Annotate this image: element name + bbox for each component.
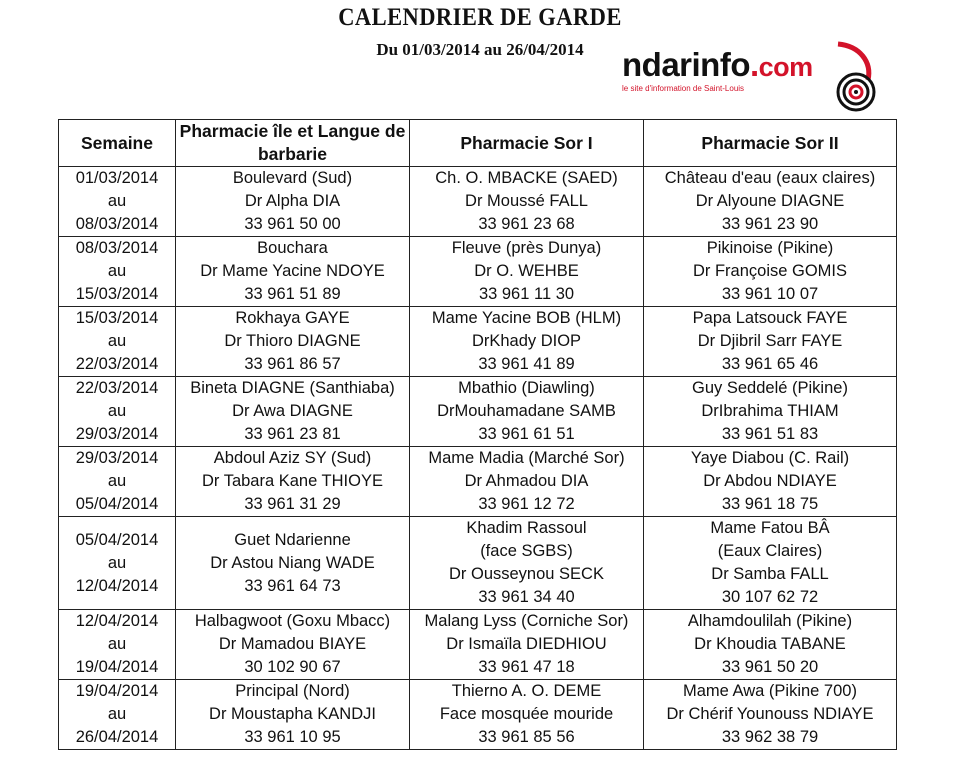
sor1-cell xyxy=(410,307,644,377)
cell-line: 15/03/2014 xyxy=(75,309,159,327)
cell-line: Bineta DIAGNE (Santhiaba) xyxy=(190,379,395,397)
sor1-cell xyxy=(410,377,644,447)
cell-line: 01/03/2014 xyxy=(75,169,159,187)
cell-line: 33 961 10 95 xyxy=(244,728,341,746)
cell-line: au xyxy=(107,635,127,653)
header-pharmacie-ile: Pharmacie île et Langue de barbarie xyxy=(176,120,410,167)
cell-line: Mame Awa (Pikine 700) xyxy=(683,682,857,700)
cell-line: 33 961 51 83 xyxy=(721,425,819,443)
cell-line: Dr Mame Yacine NDOYE xyxy=(200,262,385,280)
cell-line: 30 102 90 67 xyxy=(244,658,341,676)
cell-line: 33 961 50 20 xyxy=(721,658,819,676)
cell-line: Dr Djibril Sarr FAYE xyxy=(697,332,843,350)
cell-line: Principal (Nord) xyxy=(235,682,350,700)
sor1-cell xyxy=(410,517,644,610)
logo-name: ndarinfo xyxy=(622,46,750,83)
cell-line: Papa Latsouck FAYE xyxy=(692,309,848,327)
cell-line: Bouchara xyxy=(257,239,328,257)
cell-line: 26/04/2014 xyxy=(75,728,159,746)
date-range-subtitle: Du 01/03/2014 au 26/04/2014 xyxy=(376,40,584,59)
cell-line: au xyxy=(107,332,127,350)
cell-line: Dr Moussé FALL xyxy=(465,192,588,210)
cell-line: Face mosquée mouride xyxy=(439,705,614,723)
cell-line: Fleuve (près Dunya) xyxy=(451,239,602,257)
logo-com: com xyxy=(758,52,813,82)
cell-line: DrIbrahima THIAM xyxy=(701,402,839,420)
cell-line: 29/03/2014 xyxy=(75,425,159,443)
cell-line: Yaye Diabou (C. Rail) xyxy=(690,449,850,467)
cell-line: 08/03/2014 xyxy=(75,215,159,233)
sor2-cell xyxy=(644,377,897,447)
cell-line: 19/04/2014 xyxy=(75,658,159,676)
ile-cell xyxy=(176,447,410,517)
cell-line: 33 961 47 18 xyxy=(478,658,575,676)
sor1-cell xyxy=(410,167,644,237)
cell-line: Mame Yacine BOB (HLM) xyxy=(431,309,622,327)
cell-line: Dr Samba FALL xyxy=(711,565,829,583)
cell-line: 33 961 23 90 xyxy=(721,215,819,233)
cell-line: Mbathio (Diawling) xyxy=(458,379,595,397)
cell-line: Dr Moustapha KANDJI xyxy=(209,705,376,723)
ile-cell xyxy=(176,307,410,377)
cell-line: Dr Awa DIAGNE xyxy=(232,402,353,420)
cell-line: au xyxy=(107,262,127,280)
cell-line: 33 961 64 73 xyxy=(244,576,341,595)
week-cell xyxy=(59,610,176,680)
cell-line: Guy Seddelé (Pikine) xyxy=(692,379,848,397)
cell-line: Halbagwoot (Goxu Mbacc) xyxy=(194,612,391,630)
cell-line: 33 961 23 81 xyxy=(244,425,341,443)
cell-line: Khadim Rassoul xyxy=(466,519,587,537)
week-cell xyxy=(59,237,176,307)
week-cell xyxy=(59,307,176,377)
sor1-cell xyxy=(410,680,644,750)
cell-line: Mame Fatou BÂ xyxy=(710,519,830,537)
cell-line: Dr Thioro DIAGNE xyxy=(224,332,361,350)
sor2-cell xyxy=(644,447,897,517)
week-cell xyxy=(59,167,176,237)
sor2-cell xyxy=(644,167,897,237)
cell-line: au xyxy=(107,472,127,490)
cell-line: 33 961 12 72 xyxy=(478,495,575,513)
table-row xyxy=(59,237,897,307)
table-header-row xyxy=(59,120,897,167)
cell-line: Dr Ousseynou SECK xyxy=(449,565,604,583)
cell-line: Guet Ndarienne xyxy=(234,530,351,549)
cell-line: Rokhaya GAYE xyxy=(235,309,350,327)
cell-line: DrMouhamadane SAMB xyxy=(437,402,616,420)
cell-line: au xyxy=(107,553,127,572)
ile-cell xyxy=(176,517,410,610)
cell-line: 33 961 31 29 xyxy=(244,495,341,513)
cell-line: 33 961 51 89 xyxy=(244,285,341,303)
sor2-cell xyxy=(644,680,897,750)
cell-line: 12/04/2014 xyxy=(75,576,159,595)
sor2-cell xyxy=(644,307,897,377)
cell-line: Alhamdoulilah (Pikine) xyxy=(687,612,853,630)
cell-line: Dr Astou Niang WADE xyxy=(210,553,375,572)
cell-line: Dr Françoise GOMIS xyxy=(692,262,848,280)
ile-cell xyxy=(176,377,410,447)
page-title: CALENDRIER DE GARDE xyxy=(338,4,622,31)
cell-line: Dr Khoudia TABANE xyxy=(694,635,846,653)
logo-wordmark xyxy=(622,46,813,84)
logo-swirl-icon xyxy=(810,40,890,120)
header-semaine: Semaine xyxy=(59,120,176,167)
cell-line: (Eaux Claires) xyxy=(717,542,823,560)
header-pharmacie-sor1: Pharmacie Sor I xyxy=(410,120,644,167)
week-cell xyxy=(59,517,176,610)
sor2-cell xyxy=(644,237,897,307)
ile-cell xyxy=(176,237,410,307)
cell-line: 33 961 85 56 xyxy=(478,728,575,746)
week-cell xyxy=(59,680,176,750)
sor2-cell xyxy=(644,517,897,610)
table-row xyxy=(59,377,897,447)
cell-line: 33 961 50 00 xyxy=(244,215,341,233)
cell-line: 33 961 61 51 xyxy=(478,425,575,443)
cell-line: 08/03/2014 xyxy=(75,239,159,257)
cell-line: Ch. O. MBACKE (SAED) xyxy=(435,169,618,187)
cell-line: 15/03/2014 xyxy=(75,285,159,303)
ndarinfo-logo xyxy=(622,40,892,120)
cell-line: Malang Lyss (Corniche Sor) xyxy=(424,612,629,630)
cell-line: Dr Mamadou BIAYE xyxy=(218,635,367,653)
table-row xyxy=(59,307,897,377)
cell-line: 29/03/2014 xyxy=(75,449,159,467)
cell-line: 33 961 18 75 xyxy=(721,495,819,513)
cell-line: 33 961 86 57 xyxy=(244,355,341,373)
ile-cell xyxy=(176,167,410,237)
cell-line: Thierno A. O. DEME xyxy=(451,682,602,700)
cell-line: 05/04/2014 xyxy=(75,495,159,513)
cell-line: 05/04/2014 xyxy=(75,530,159,549)
ile-cell xyxy=(176,680,410,750)
cell-line: 30 107 62 72 xyxy=(721,588,819,606)
logo-tagline: le site d'information de Saint-Louis xyxy=(622,84,745,93)
ile-cell xyxy=(176,610,410,680)
cell-line: Dr Ismaïla DIEDHIOU xyxy=(446,635,607,653)
sor1-cell xyxy=(410,237,644,307)
cell-line: 19/04/2014 xyxy=(75,682,159,700)
cell-line: Dr Tabara Kane THIOYE xyxy=(202,472,383,490)
cell-line: Boulevard (Sud) xyxy=(232,169,353,187)
cell-line: Dr Alpha DIA xyxy=(244,192,341,210)
week-cell xyxy=(59,447,176,517)
cell-line: 33 961 10 07 xyxy=(721,285,819,303)
cell-line: 33 961 23 68 xyxy=(478,215,575,233)
cell-line: DrKhady DIOP xyxy=(471,332,582,350)
table-row xyxy=(59,447,897,517)
table-row xyxy=(59,680,897,750)
sor1-cell xyxy=(410,610,644,680)
cell-line: 33 961 41 89 xyxy=(478,355,575,373)
cell-line: Château d'eau (eaux claires) xyxy=(664,169,876,187)
cell-line: 12/04/2014 xyxy=(75,612,159,630)
cell-line: Dr Chérif Younouss NDIAYE xyxy=(666,705,874,723)
table-row xyxy=(59,610,897,680)
cell-line: Dr Alyoune DIAGNE xyxy=(695,192,845,210)
week-cell xyxy=(59,377,176,447)
table-row xyxy=(59,517,897,610)
cell-line: 22/03/2014 xyxy=(75,355,159,373)
header-pharmacie-sor2: Pharmacie Sor II xyxy=(644,120,897,167)
cell-line: Dr Abdou NDIAYE xyxy=(703,472,837,490)
cell-line: Mame Madia (Marché Sor) xyxy=(428,449,625,467)
cell-line: 22/03/2014 xyxy=(75,379,159,397)
cell-line: 33 961 11 30 xyxy=(478,285,575,303)
cell-line: Dr O. WEHBE xyxy=(474,262,579,280)
sor2-cell xyxy=(644,610,897,680)
guard-calendar-table xyxy=(58,119,897,750)
cell-line: (face SGBS) xyxy=(480,542,573,560)
cell-line: 33 962 38 79 xyxy=(721,728,819,746)
cell-line: Dr Ahmadou DIA xyxy=(464,472,589,490)
sor1-cell xyxy=(410,447,644,517)
cell-line: Pikinoise (Pikine) xyxy=(706,239,834,257)
cell-line: 33 961 65 46 xyxy=(721,355,819,373)
cell-line: au xyxy=(107,705,127,723)
cell-line: au xyxy=(107,402,127,420)
table-row xyxy=(59,167,897,237)
cell-line: 33 961 34 40 xyxy=(478,588,575,606)
cell-line: Abdoul Aziz SY (Sud) xyxy=(213,449,372,467)
cell-line: au xyxy=(107,192,127,210)
logo-dot: . xyxy=(749,46,759,83)
